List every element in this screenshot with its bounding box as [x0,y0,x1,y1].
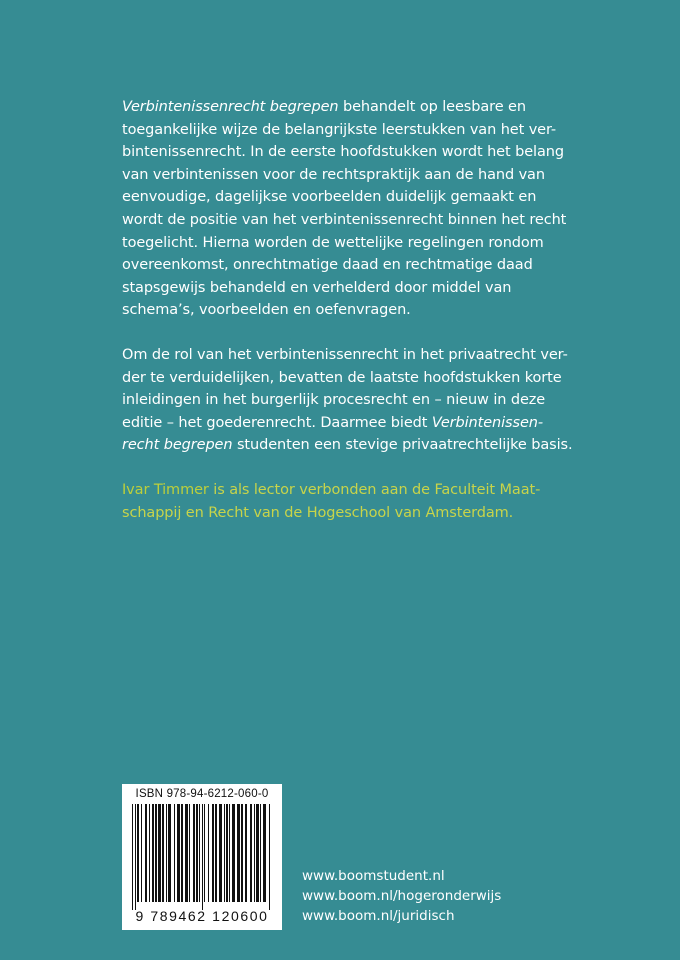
barcode-bar [229,804,230,902]
barcode-bar [232,804,235,902]
barcode-bar [208,804,209,902]
author-bio [122,479,562,524]
barcode-bar [155,804,157,902]
blurb-text-part: bintenissenrecht. In de eerste hoofdstukken wordt het belang [122,144,564,161]
isbn-label: ISBN 978-94-6212-060-0 [135,788,269,800]
barcode-bar [141,804,142,902]
barcode-bar [162,804,164,902]
barcode-bar [215,804,217,902]
blurb-line [122,254,562,277]
isbn-digits: 9 789462 120600 [135,908,269,924]
blurb-line [122,164,562,187]
book-title-italic: Verbintenissenrecht begrepen [122,99,339,115]
blurb-text [122,96,573,524]
blurb-text-part: toegelicht. Hierna worden de wettelijke regelingen rondom [122,234,544,251]
blurb-text-part: editie – het goederenrecht. Daarmee biedt [122,414,432,431]
blurb-line [122,119,562,142]
barcode-bar [168,804,171,902]
blurb-text-part: overeenkomst, onrechtmatige daad en rechtmatige daad [122,257,533,274]
barcode-bar [250,804,252,902]
barcode-bar [152,804,154,902]
author-bio-line-1: is als lector verbonden aan de Faculteit Maat- [208,481,541,498]
blurb-line [122,141,562,164]
barcode-bar [202,804,203,910]
blurb-text-part: stapsgewijs behandeld en verhelderd door middel van [122,279,512,296]
blurb-line [122,186,562,209]
barcode-bar [196,804,198,902]
barcode-bar [219,804,222,902]
barcode-bar [149,804,150,902]
blurb-line [122,344,568,367]
barcode-bar [204,804,205,902]
blurb-text-part: schema’s, voorbeelden en oefenvragen. [122,302,411,319]
barcode-bar [241,804,243,902]
barcode-bar [166,804,167,902]
blurb-paragraph-1 [122,96,567,322]
barcode-bar [269,804,270,910]
barcode-bar [158,804,161,902]
blurb-line [122,209,567,232]
url-boomstudent[interactable]: www.boomstudent.nl [302,868,445,884]
barcode-bar [177,804,180,902]
barcode-bar [224,804,225,902]
blurb-line [122,367,562,390]
book-title-italic: recht begrepen [122,437,233,454]
blurb-line [122,412,562,435]
blurb-line [122,232,562,255]
blurb-text-part: behandelt op leesbare en [338,99,526,115]
barcode-bar [189,804,190,902]
barcode-bar [199,804,200,902]
barcode-bar [254,804,255,902]
blurb-text-part: Om de rol van het verbintenissenrecht in het privaatrecht ver- [122,346,568,363]
blurb-line [122,277,562,300]
barcode-bar [181,804,183,902]
isbn-barcode [122,784,282,930]
barcode-bar [260,804,261,902]
barcode-bar [226,804,228,902]
blurb-text-part: eenvoudige, dagelijkse voorbeelden duidelijk gemaakt en [122,189,537,206]
barcode-bar [237,804,240,902]
book-title-italic: Verbintenissen- [431,414,543,431]
barcode-bar [145,804,147,902]
blurb-line [122,96,562,119]
blurb-text-part: van verbintenissen voor de rechtspraktijk aan de hand van [122,166,545,183]
blurb-line [122,389,562,412]
blurb-line [122,299,562,322]
barcode-bar [137,804,139,902]
url-hogeronderwijs[interactable]: www.boom.nl/hogeronderwijs [302,888,502,904]
blurb-text-part: der te verduidelijken, bevatten de laatste hoofdstukken korte [122,369,562,386]
barcode-bar [245,804,247,902]
barcode-bar [185,804,188,902]
barcode-bar [212,804,214,902]
blurb-line [122,434,573,457]
blurb-text-part: toegankelijke wijze de belangrijkste leerstukken van het ver- [122,121,557,138]
barcode-bar [193,804,195,902]
barcode-bar [263,804,266,902]
blurb-text-part: wordt de positie van het verbintenissenrecht binnen het recht [122,211,567,228]
barcode-bar [256,804,259,902]
barcode-bar [135,804,136,910]
url-juridisch[interactable]: www.boom.nl/juridisch [302,908,455,924]
barcode-bar [174,804,175,902]
publisher-urls [302,866,501,926]
author-name: Ivar Timmer [122,481,209,498]
blurb-text-part: inleidingen in het burgerlijk procesrecht en – nieuw in deze [122,392,546,409]
blurb-text-part: studenten een stevige privaatrechtelijke basis. [232,437,573,454]
blurb-paragraph-2 [122,344,573,457]
barcode-bar [132,804,133,910]
author-bio-line-2: schappij en Recht van de Hogeschool van Amsterdam. [122,504,514,521]
barcode-bars [130,804,274,910]
